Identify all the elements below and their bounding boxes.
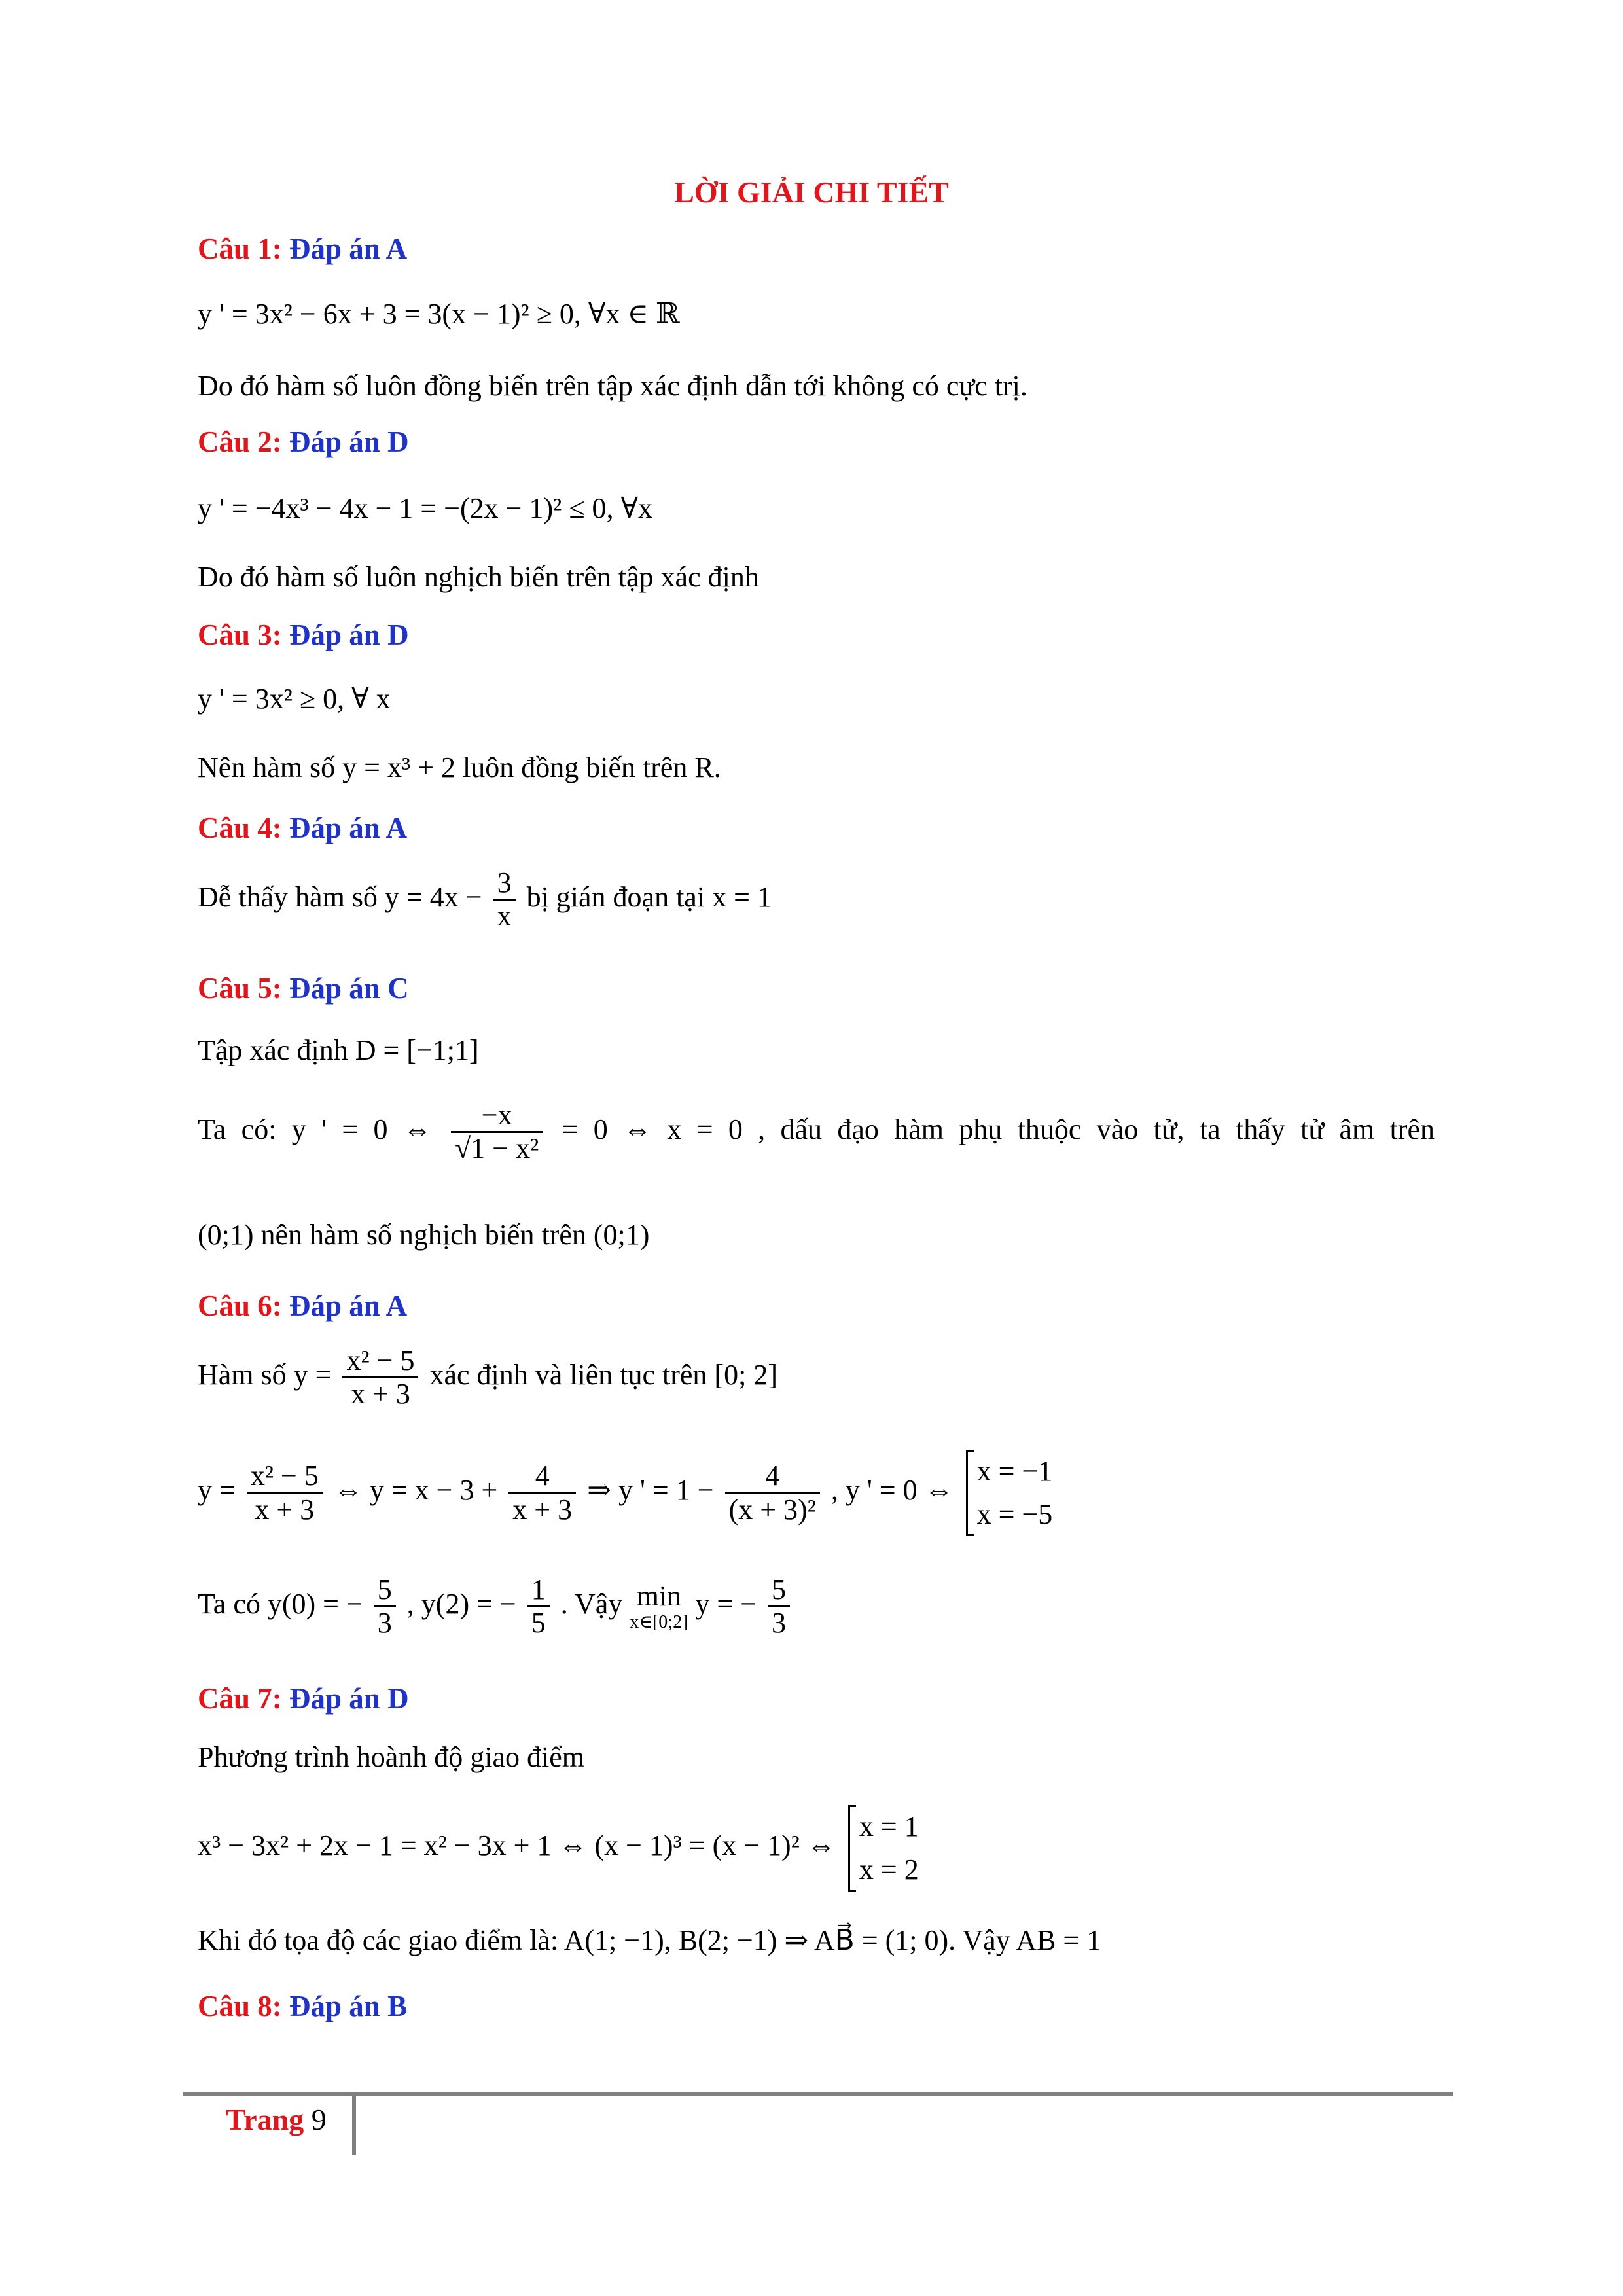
text-span: , y ' = 0 ⇔ <box>830 1474 954 1507</box>
answer-label: Đáp án A <box>289 812 408 844</box>
question-number: Câu 7: <box>198 1682 282 1715</box>
formula-line <box>198 1574 1435 1640</box>
footer-divider <box>352 2096 356 2155</box>
question-number: Câu 2: <box>198 425 282 458</box>
question-number: Câu 8: <box>198 1990 282 2022</box>
page-label: Trang <box>226 2103 304 2136</box>
text-span: ⇔ y = x − 3 + <box>333 1474 498 1507</box>
case-line: x = −1 <box>976 1455 1053 1487</box>
text-span: Dễ thấy hàm số y = 4x − <box>198 880 482 913</box>
case-bracket <box>848 1805 919 1892</box>
text-line: Do đó hàm số luôn đồng biến trên tập xác định dẫn tới không có cực trị. <box>198 370 1027 402</box>
denominator: (x + 3)² <box>728 1493 816 1526</box>
denominator: 3 <box>377 1607 392 1640</box>
fraction <box>527 1574 550 1640</box>
question-heading <box>198 619 1435 653</box>
question-number: Câu 3: <box>198 619 282 651</box>
answer-label: Đáp án A <box>289 1289 408 1322</box>
case-line: x = −5 <box>976 1498 1053 1530</box>
question-number: Câu 5: <box>198 972 282 1005</box>
text-line: Do đó hàm số luôn nghịch biến trên tập xác định <box>198 561 759 593</box>
question-heading <box>198 972 1435 1006</box>
text-line: Nên hàm số y = x³ + 2 luôn đồng biến trên R. <box>198 751 721 783</box>
page-value: 9 <box>311 2103 327 2136</box>
answer-label: Đáp án B <box>289 1990 408 2022</box>
min-label: min <box>636 1580 682 1613</box>
text-span: ⇒ y ' = 1 − <box>587 1474 714 1507</box>
text-span: bị gián đoạn tại x = 1 <box>526 880 772 913</box>
text-span: , y(2) = − <box>406 1587 516 1620</box>
text-line: Phương trình hoành độ giao điểm <box>198 1741 584 1773</box>
text-line: (0;1) nên hàm số nghịch biến trên (0;1) <box>198 1219 650 1251</box>
text-line: Tập xác định D = [−1;1] <box>198 1034 479 1066</box>
case-bracket <box>966 1450 1053 1536</box>
fraction <box>342 1345 418 1410</box>
question-heading <box>198 1990 1435 2024</box>
formula-line <box>198 1805 1435 1892</box>
denominator: x + 3 <box>512 1493 573 1526</box>
denominator: x + 3 <box>255 1493 315 1526</box>
fraction <box>247 1460 323 1526</box>
answer-label: Đáp án D <box>289 425 409 458</box>
fraction <box>493 867 516 933</box>
denominator: 5 <box>531 1607 546 1640</box>
numerator: 4 <box>508 1460 576 1494</box>
text-line <box>198 1345 1435 1410</box>
formula-line: y ' = 3x² − 6x + 3 = 3(x − 1)² ≥ 0, ∀x ∈ ℝ <box>198 298 680 330</box>
question-heading <box>198 1289 1435 1323</box>
question-number: Câu 1: <box>198 232 282 265</box>
text-span: = 0 ⇔ x = 0 , dấu đạo hàm phụ thuộc vào tử, ta thấy tử âm trên <box>562 1113 1435 1145</box>
text-span: y = − <box>695 1587 757 1620</box>
numerator: 5 <box>768 1574 790 1607</box>
question-heading <box>198 232 1435 266</box>
text-line <box>198 1100 1435 1198</box>
question-heading <box>198 1682 1435 1716</box>
fraction <box>768 1574 790 1640</box>
fraction <box>725 1460 820 1526</box>
page-title: LỜI GIẢI CHI TIẾT <box>674 175 949 209</box>
numerator: −x <box>451 1100 543 1133</box>
min-subscript: x∈[0;2] <box>630 1611 688 1632</box>
denominator: x + 3 <box>351 1378 410 1410</box>
question-number: Câu 4: <box>198 812 282 844</box>
question-heading <box>198 425 1435 459</box>
text-span: Ta có y(0) = − <box>198 1587 363 1620</box>
footer-rule <box>183 2092 1453 2096</box>
text-line: Khi đó tọa độ các giao điểm là: A(1; −1), B(2; −1) ⇒ AB⃗ = (1; 0). Vậy AB = 1 <box>198 1924 1101 1956</box>
fraction <box>451 1100 543 1165</box>
text-span: y = <box>198 1474 236 1507</box>
numerator: x² − 5 <box>342 1345 418 1378</box>
numerator: 1 <box>527 1574 550 1607</box>
answer-label: Đáp án D <box>289 1682 409 1715</box>
denominator: 3 <box>772 1607 787 1640</box>
fraction <box>508 1460 576 1526</box>
numerator: 5 <box>374 1574 396 1607</box>
answer-label: Đáp án A <box>289 232 408 265</box>
case-line: x = 2 <box>859 1854 919 1886</box>
numerator: 4 <box>725 1460 820 1494</box>
page-number <box>226 2102 327 2137</box>
denominator: x <box>497 900 512 933</box>
formula-line <box>198 1450 1435 1536</box>
text-span: x³ − 3x² + 2x − 1 = x² − 3x + 1 ⇔ (x − 1)³ = (x − 1)² ⇔ <box>198 1829 836 1862</box>
answer-label: Đáp án D <box>289 619 409 651</box>
text-span: xác định và liên tục trên [0; 2] <box>429 1358 777 1391</box>
min-operator <box>630 1581 688 1632</box>
text-span: Ta có: y ' = 0 ⇔ <box>198 1113 432 1145</box>
formula-line: y ' = 3x² ≥ 0, ∀ x <box>198 683 391 715</box>
question-heading <box>198 812 1435 846</box>
question-number: Câu 6: <box>198 1289 282 1322</box>
denominator: √1 − x² <box>455 1132 539 1165</box>
numerator: 3 <box>493 867 516 901</box>
text-line <box>198 867 1435 933</box>
case-line: x = 1 <box>859 1810 919 1842</box>
text-span: . Vậy <box>560 1587 630 1620</box>
fraction <box>374 1574 396 1640</box>
answer-label: Đáp án C <box>289 972 409 1005</box>
numerator: x² − 5 <box>247 1460 323 1494</box>
text-span: Hàm số y = <box>198 1358 332 1391</box>
formula-line: y ' = −4x³ − 4x − 1 = −(2x − 1)² ≤ 0, ∀x <box>198 492 653 524</box>
